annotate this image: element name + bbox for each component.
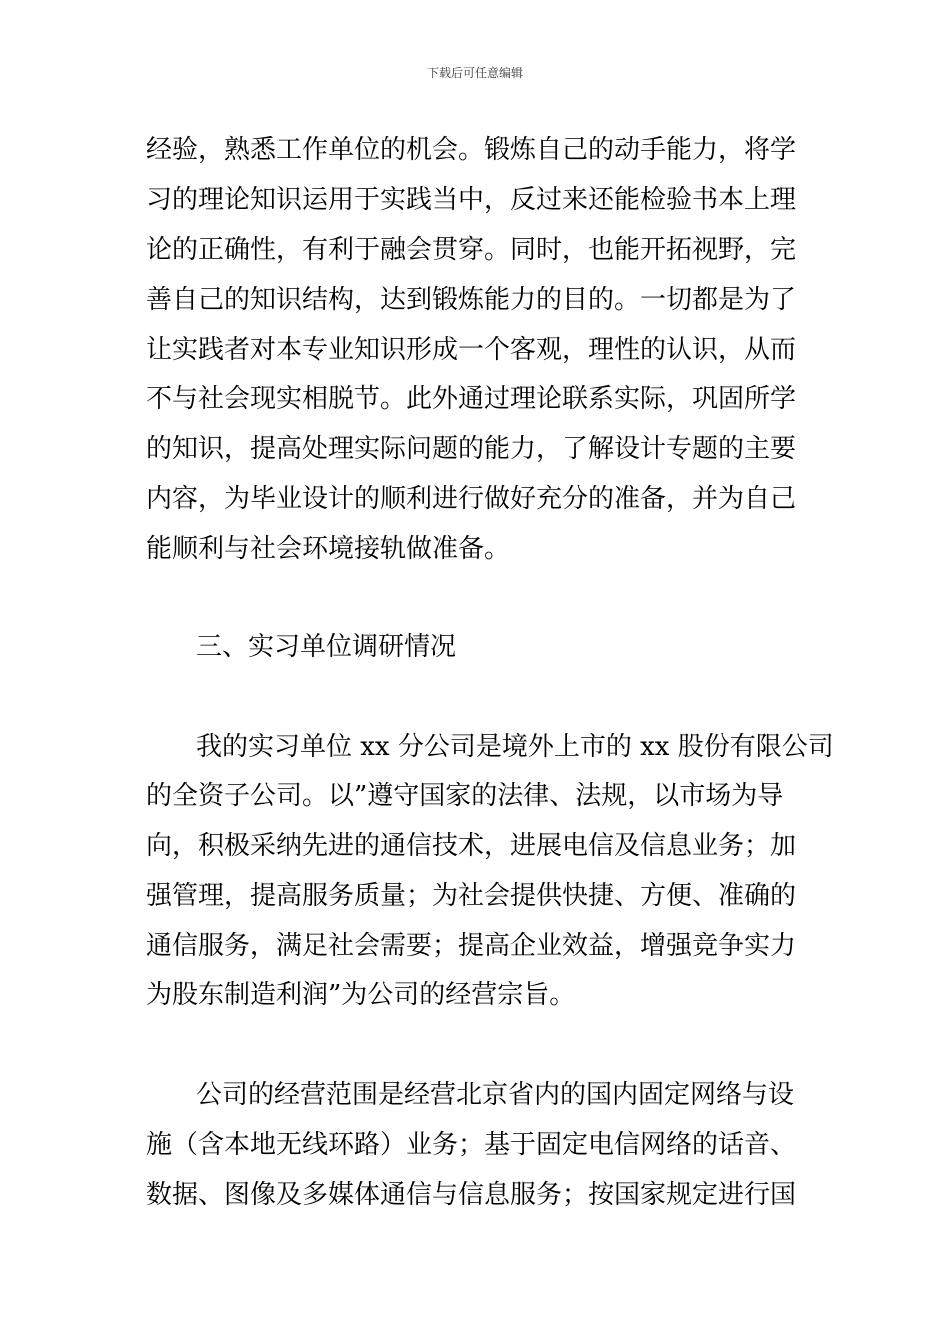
paragraph-1-line: 经验，熟悉工作单位的机会。锻炼自己的动手能力，将学 [146, 135, 797, 165]
paragraph-1-line: 内容，为毕业设计的顺利进行做好充分的准备，并为自己 [146, 484, 797, 514]
paragraph-2-line: 强管理，提高服务质量；为社会提供快捷、方便、准确的 [146, 881, 797, 911]
paragraph-3-line: 施（含本地无线环路）业务；基于固定电信网络的话音、 [146, 1130, 797, 1160]
paragraph-2-line: 向，积极采纳先进的通信技术，进展电信及信息业务；加 [146, 831, 797, 861]
paragraph-3-line: 数据、图像及多媒体通信与信息服务；按国家规定进行国 [146, 1180, 797, 1210]
paragraph-1-line: 习的理论知识运用于实践当中，反过来还能检验书本上理 [146, 185, 797, 215]
paragraph-1-line: 不与社会现实相脱节。此外通过理论联系实际，巩固所学 [146, 384, 797, 414]
paragraph-3-line: 公司的经营范围是经营北京省内的国内固定网络与设 [196, 1080, 795, 1110]
page-header: 下载后可任意编辑 [426, 66, 523, 80]
section-heading: 三、实习单位调研情况 [196, 632, 457, 662]
paragraph-1-line: 让实践者对本专业知识形成一个客观，理性的认识，从而 [146, 335, 797, 365]
paragraph-2-line: 我的实习单位 xx 分公司是境外上市的 xx 股份有限公司 [196, 732, 834, 762]
paragraph-2-line: 为股东制造利润”为公司的经营宗旨。 [146, 980, 576, 1010]
paragraph-1-line: 能顺利与社会环境接轨做准备。 [146, 534, 511, 564]
paragraph-2-line: 通信服务，满足社会需要；提高企业效益，增强竞争实力 [146, 931, 797, 961]
paragraph-1-line: 善自己的知识结构，达到锻炼能力的目的。一切都是为了 [146, 285, 797, 315]
paragraph-2-line: 的全资子公司。以”遵守国家的法律、法规，以市场为导 [146, 781, 784, 811]
paragraph-1-line: 论的正确性，有利于融会贯穿。同时，也能开拓视野，完 [146, 235, 797, 265]
paragraph-1-line: 的知识，提高处理实际问题的能力，了解设计专题的主要 [146, 434, 797, 464]
